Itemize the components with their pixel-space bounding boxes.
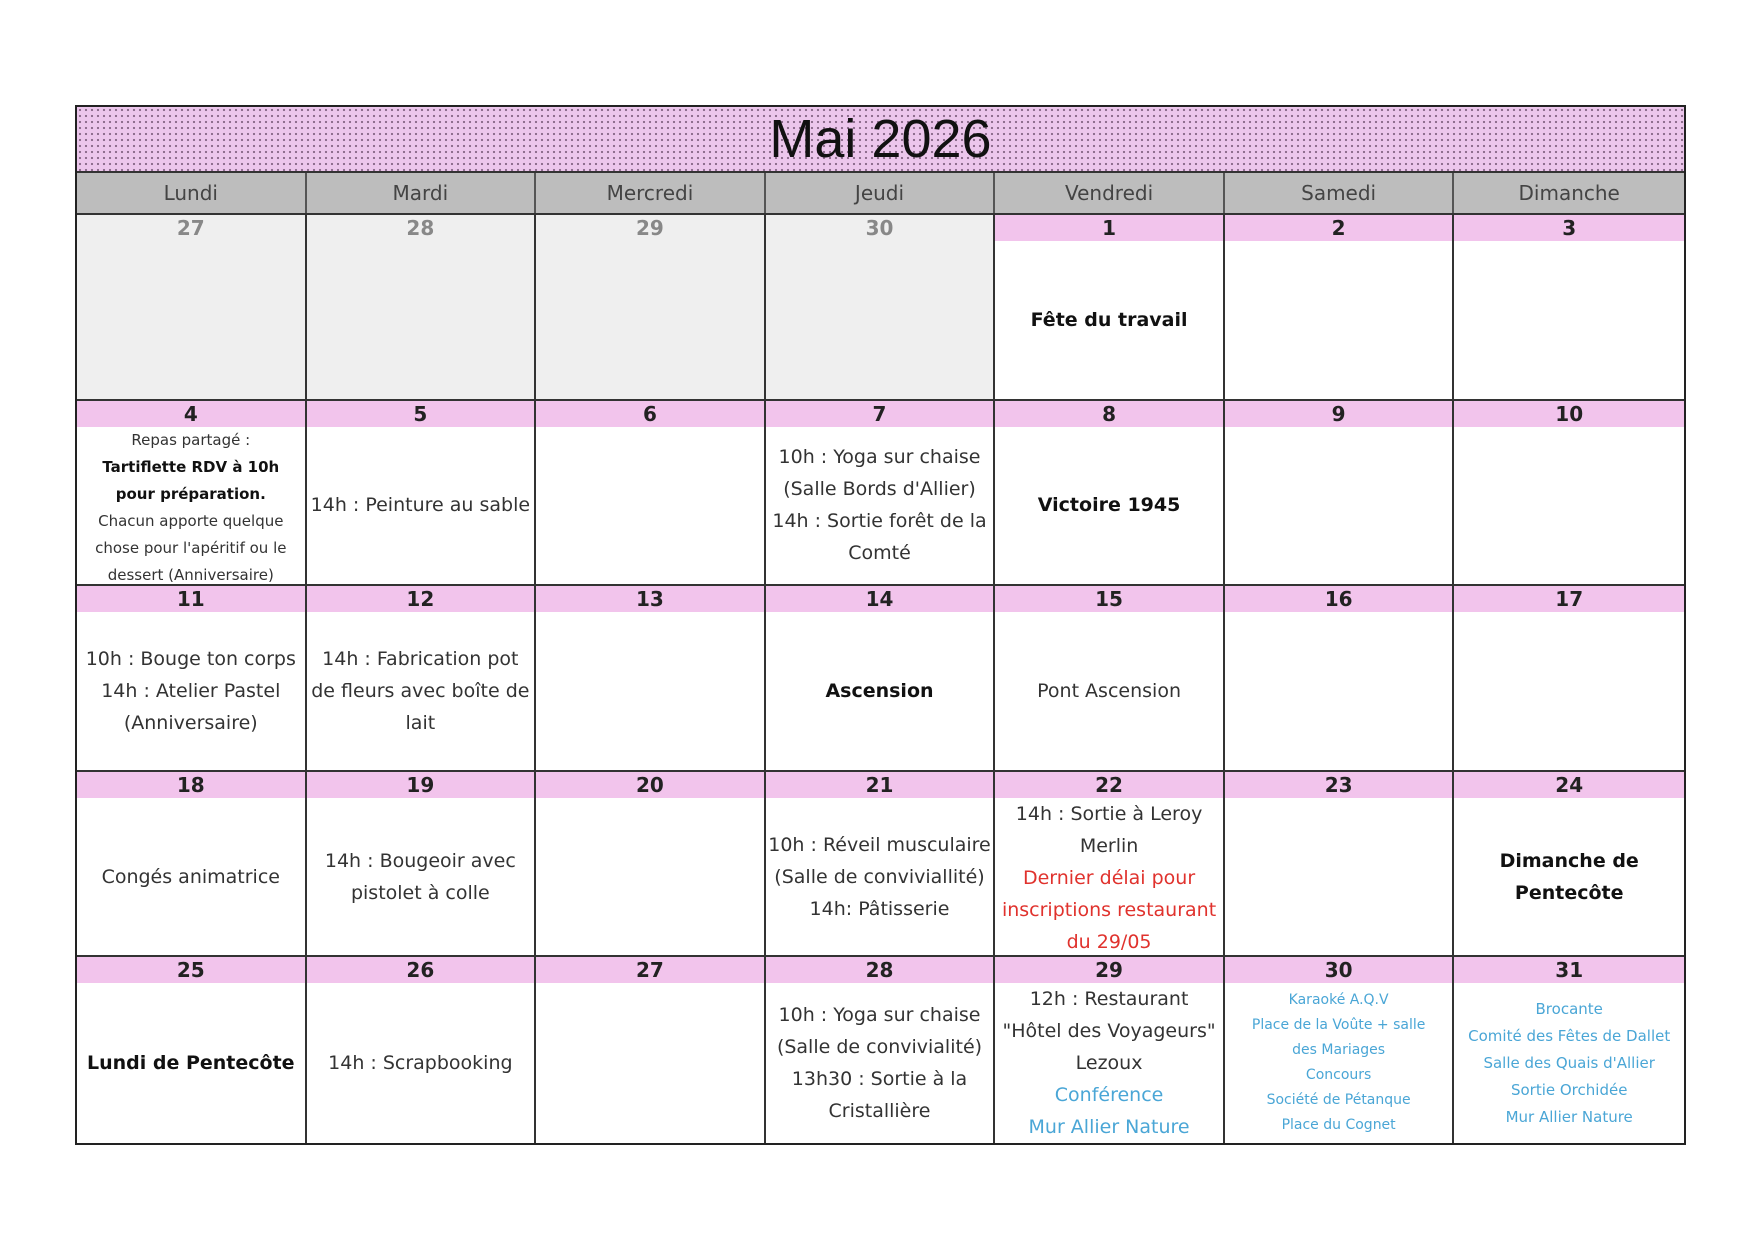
day-cell	[995, 586, 1225, 772]
day-number: 15	[995, 586, 1223, 612]
event-line: Concours	[1305, 1067, 1372, 1084]
event-line: 14h : Sortie forêt de la	[772, 510, 987, 533]
day-events	[307, 241, 535, 399]
event-line: 14h : Scrapbooking	[328, 1052, 513, 1075]
event-line: Place de la Voûte + salle	[1251, 1017, 1426, 1034]
event-line: 10h : Yoga sur chaise	[778, 446, 981, 469]
calendar-title: Mai 2026	[769, 109, 992, 169]
day-events	[1225, 241, 1453, 399]
event-line: Sortie Orchidée	[1510, 1080, 1628, 1099]
day-events	[536, 241, 764, 399]
weekday-header-row	[77, 173, 1684, 215]
day-cell	[77, 957, 307, 1143]
day-events	[1454, 241, 1684, 399]
day-cell	[536, 401, 766, 587]
day-events	[995, 798, 1223, 958]
day-cell	[766, 586, 996, 772]
day-events	[307, 427, 535, 585]
weekday-header: Samedi	[1225, 173, 1455, 213]
day-number: 13	[536, 586, 764, 612]
event-line: 10h : Réveil musculaire	[768, 833, 991, 856]
day-number: 26	[307, 957, 535, 983]
day-number: 22	[995, 772, 1223, 798]
day-events	[1454, 798, 1684, 956]
day-events	[77, 612, 305, 770]
day-cell	[307, 215, 537, 401]
event-line: Fête du travail	[1030, 308, 1188, 331]
day-events	[1454, 612, 1684, 770]
event-line: 14h : Sortie à Leroy	[1015, 802, 1203, 825]
day-number: 30	[1225, 957, 1453, 983]
day-events	[766, 241, 994, 399]
day-cell	[1225, 215, 1455, 401]
event-line: 10h : Bouge ton corps	[85, 647, 296, 670]
event-line: (Salle Bords d'Allier)	[783, 478, 976, 501]
event-line: Mur Allier Nature	[1028, 1116, 1190, 1139]
day-number: 6	[536, 401, 764, 427]
event-line: lait	[405, 711, 436, 734]
weekday-header: Vendredi	[995, 173, 1225, 213]
day-number: 29	[636, 216, 664, 240]
event-line: 13h30 : Sortie à la	[791, 1068, 968, 1091]
day-events	[1454, 427, 1684, 585]
day-number: 21	[766, 772, 994, 798]
event-line: Pentecôte	[1514, 881, 1624, 904]
day-cell	[77, 772, 307, 958]
day-events	[307, 983, 535, 1143]
day-events	[766, 612, 994, 770]
day-number: 27	[176, 216, 205, 240]
day-cell	[77, 401, 307, 587]
event-line: 14h : Peinture au sable	[310, 494, 531, 517]
event-line: du 29/05	[1066, 930, 1152, 953]
event-line: "Hôtel des Voyageurs"	[1002, 1020, 1216, 1043]
day-events	[77, 798, 305, 956]
event-line: inscriptions restaurant	[1001, 898, 1217, 921]
day-number: 28	[406, 216, 435, 240]
day-cell	[995, 401, 1225, 587]
day-events	[1225, 427, 1453, 585]
day-number: 7	[766, 401, 994, 427]
day-number: 19	[307, 772, 535, 798]
day-cell	[995, 215, 1225, 401]
day-cell	[307, 401, 537, 587]
event-line: Karaoké A.Q.V	[1288, 992, 1389, 1009]
day-cell	[536, 957, 766, 1143]
day-cell	[1454, 772, 1684, 958]
day-cell	[1225, 957, 1455, 1143]
day-events	[766, 427, 994, 585]
event-line: Chacun apporte quelque	[98, 511, 284, 530]
event-line: Société de Pétanque	[1266, 1092, 1411, 1109]
event-line: 12h : Restaurant	[1029, 988, 1189, 1011]
day-cell	[1225, 586, 1455, 772]
day-events	[536, 798, 764, 956]
day-number: 29	[995, 957, 1223, 983]
weekday-header: Mardi	[307, 173, 537, 213]
weekday-header: Jeudi	[766, 173, 996, 213]
day-events	[995, 427, 1223, 585]
event-line: Repas partagé :	[131, 430, 251, 449]
day-number: 31	[1454, 957, 1684, 983]
day-cell	[1454, 401, 1684, 587]
calendar-title-bar	[77, 107, 1684, 173]
day-events	[536, 983, 764, 1143]
day-cell	[307, 772, 537, 958]
event-line: (Salle de convivialité)	[776, 1036, 983, 1059]
day-number: 18	[77, 772, 305, 798]
event-line: Salle des Quais d'Allier	[1483, 1053, 1655, 1072]
day-cell	[1225, 401, 1455, 587]
day-cell	[766, 957, 996, 1143]
day-cell	[1454, 215, 1684, 401]
day-number: 24	[1454, 772, 1684, 798]
day-number: 9	[1225, 401, 1453, 427]
event-line: Mur Allier Nature	[1505, 1107, 1633, 1126]
day-cell	[995, 772, 1225, 958]
day-cell	[766, 401, 996, 587]
day-cell	[1454, 586, 1684, 772]
event-line: 14h: Pâtisserie	[809, 897, 950, 920]
day-number: 23	[1225, 772, 1453, 798]
event-line: Comté	[848, 542, 911, 565]
day-cell	[1454, 957, 1684, 1143]
event-line: Conférence	[1054, 1084, 1164, 1107]
day-number: 25	[77, 957, 305, 983]
day-number: 14	[766, 586, 994, 612]
day-cell	[766, 215, 996, 401]
weekday-header: Lundi	[77, 173, 307, 213]
event-line: dessert (Anniversaire)	[107, 565, 274, 584]
day-events	[77, 427, 305, 587]
day-events	[307, 798, 535, 956]
weekday-header: Mercredi	[536, 173, 766, 213]
day-number: 17	[1454, 586, 1684, 612]
event-line: 14h : Atelier Pastel	[101, 679, 281, 702]
event-line: pistolet à colle	[350, 881, 490, 904]
day-number: 2	[1225, 215, 1453, 241]
event-line: 10h : Yoga sur chaise	[778, 1004, 981, 1027]
day-cell	[77, 586, 307, 772]
day-events	[536, 427, 764, 585]
event-line: Pont Ascension	[1037, 679, 1181, 702]
event-line: Congés animatrice	[101, 865, 280, 888]
day-number: 16	[1225, 586, 1453, 612]
event-line: 14h : Fabrication pot	[322, 647, 519, 670]
calendar	[75, 105, 1686, 1145]
event-line: Place du Cognet	[1281, 1117, 1396, 1134]
day-cell	[307, 957, 537, 1143]
day-events	[995, 241, 1223, 399]
day-number: 1	[995, 215, 1223, 241]
event-line: (Anniversaire)	[123, 711, 258, 734]
day-number: 28	[766, 957, 994, 983]
day-number: 5	[307, 401, 535, 427]
day-events	[1225, 612, 1453, 770]
event-line: Brocante	[1535, 999, 1603, 1018]
day-cell	[77, 215, 307, 401]
event-line: pour préparation.	[115, 484, 266, 503]
day-number: 4	[77, 401, 305, 427]
event-line: (Salle de conviviallité)	[774, 865, 985, 888]
day-events	[1225, 798, 1453, 956]
day-events	[307, 612, 535, 770]
day-cell	[536, 772, 766, 958]
day-number: 20	[536, 772, 764, 798]
event-line: de fleurs avec boîte de	[311, 679, 530, 702]
day-events	[995, 983, 1223, 1143]
day-number: 12	[307, 586, 535, 612]
event-line: Lezoux	[1075, 1052, 1143, 1075]
day-cell	[1225, 772, 1455, 958]
day-number: 10	[1454, 401, 1684, 427]
day-events	[766, 983, 994, 1143]
event-line: Dimanche de	[1499, 849, 1639, 872]
event-line: Dernier délai pour	[1022, 866, 1196, 889]
weekday-header: Dimanche	[1518, 181, 1620, 205]
event-line: chose pour l'apéritif ou le	[95, 538, 287, 557]
day-number: 8	[995, 401, 1223, 427]
day-events	[766, 798, 994, 956]
event-line: Comité des Fêtes de Dallet	[1468, 1026, 1671, 1045]
day-events	[1454, 983, 1684, 1143]
event-line: Ascension	[825, 679, 934, 702]
event-line: Victoire 1945	[1037, 494, 1181, 517]
day-events	[1225, 983, 1453, 1143]
day-number: 3	[1454, 215, 1684, 241]
day-events	[77, 983, 305, 1143]
day-number: 11	[77, 586, 305, 612]
event-line: des Mariages	[1292, 1042, 1386, 1059]
event-line: Tartiflette RDV à 10h	[102, 457, 280, 476]
day-events	[995, 612, 1223, 770]
event-line: Merlin	[1079, 834, 1139, 857]
day-cell	[766, 772, 996, 958]
event-line: Cristallière	[828, 1100, 931, 1123]
day-events	[536, 612, 764, 770]
day-cell	[307, 586, 537, 772]
day-number: 27	[536, 957, 764, 983]
day-events	[77, 241, 305, 399]
event-line: Lundi de Pentecôte	[86, 1052, 295, 1075]
day-cell	[536, 586, 766, 772]
calendar-grid	[77, 215, 1684, 1143]
day-cell	[995, 957, 1225, 1143]
day-number: 30	[865, 216, 894, 240]
event-line: 14h : Bougeoir avec	[324, 849, 516, 872]
day-cell	[536, 215, 766, 401]
